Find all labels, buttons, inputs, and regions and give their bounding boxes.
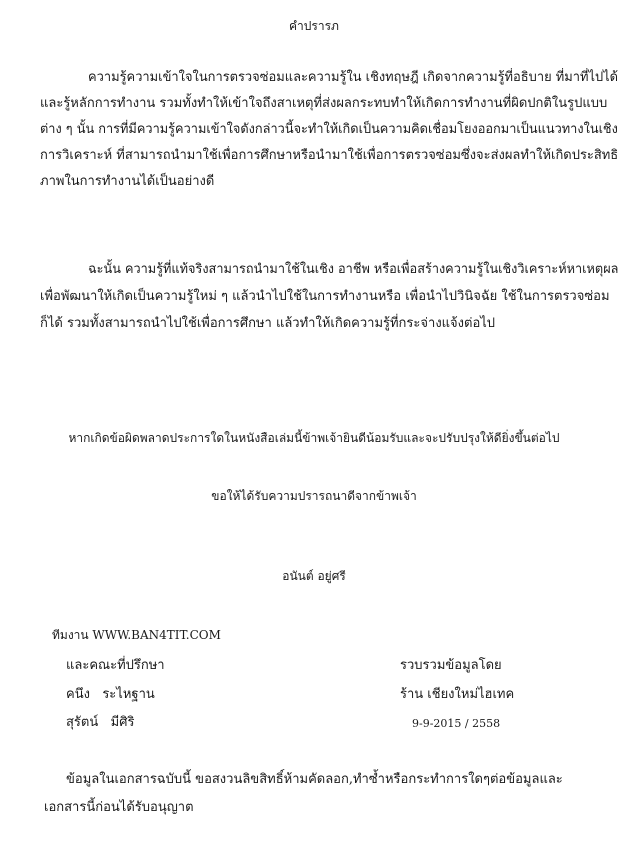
paragraph-1-line-2: และรู้หลักการทำงาน รวมทั้งทำให้เข้าใจถึงสาเหตุที่ส่งผลกระทบทำให้เกิดการทำงานที่ผิดปกติในรูปแบบ [40, 96, 608, 111]
author-name: อนันต์ อยู่ศรี [282, 569, 346, 583]
paragraph-1-line-4: การวิเคราะห์ ที่สามารถนำมาใช้เพื่อการศึกษาหรือนำมาใช้เพื่อการตรวจซ่อมซึ่งจะส่งผลทำให้เกิดประสิทธิ [40, 148, 619, 163]
compiled-by-label: รวบรวมข้อมูลโดย [400, 658, 502, 673]
shop-name: ร้าน เชียงใหม่ไฮเทค [400, 687, 515, 702]
copyright-line-1: ข้อมูลในเอกสารฉบับนี้ ขอสงวนลิขสิทธิ์ห้ามคัดลอก,ทำซ้ำหรือกระทำการใดๆต่อข้อมูลและ [66, 772, 563, 787]
advisor-name-1: คนึง ระไหฐาน [66, 687, 155, 702]
copyright-line-2: เอกสารนี้ก่อนได้รับอนุญาต [44, 800, 194, 815]
paragraph-1-line-5: ภาพในการทำงานได้เป็นอย่างดี [40, 174, 215, 189]
paragraph-2-line-2: เพื่อพัฒนาให้เกิดเป็นความรู้ใหม่ ๆ แล้วนำไปใช้ในการทำงานหรือ เพื่อนำไปวินิจฉัย ใช้ในการตรวจซ่อม [40, 289, 610, 304]
page-title: คำปรารภ [289, 19, 339, 33]
advisor-name-2: สุรัตน์ มีศิริ [66, 715, 135, 730]
apology-text: หากเกิดข้อผิดพลาดประการใดในหนังสือเล่มนี้ข้าพเจ้ายินดีน้อมรับและจะปรับปรุงให้ดียิ่งขึ้นต่อไป [68, 431, 560, 445]
paragraph-2-line-3: ก็ได้ รวมทั้งสามารถนำไปใช้เพื่อการศึกษา แล้วทำให้เกิดความรู้ที่กระจ่างแจ้งต่อไป [40, 316, 496, 331]
paragraph-1-line-3: ต่าง ๆ นั้น การที่มีความรู้ความเข้าใจดังกล่าวนี้จะทำให้เกิดเป็นความคิดเชื่อมโยงออกมาเป็นแนวทางในเชิง [40, 122, 618, 137]
paragraph-1-line-1: ความรู้ความเข้าใจในการตรวจซ่อมและความรู้ใน เชิงทฤษฎี เกิดจากความรู้ที่อธิบาย ที่มาที่ไปได้ [88, 70, 619, 85]
document-date: 9-9-2015 / 2558 [412, 717, 501, 730]
paragraph-2-line-1: ฉะนั้น ความรู้ที่แท้จริงสามารถนำมาใช้ในเชิง อาชีพ หรือเพื่อสร้างความรู้ในเชิงวิเคราะห์หาเหตุผล [88, 262, 619, 277]
advisors-label: และคณะที่ปรึกษา [66, 658, 165, 673]
team-website: ทีมงาน WWW.BAN4TIT.COM [52, 628, 221, 642]
wish-text: ขอให้ได้รับความปรารถนาดีจากข้าพเจ้า [211, 489, 417, 503]
